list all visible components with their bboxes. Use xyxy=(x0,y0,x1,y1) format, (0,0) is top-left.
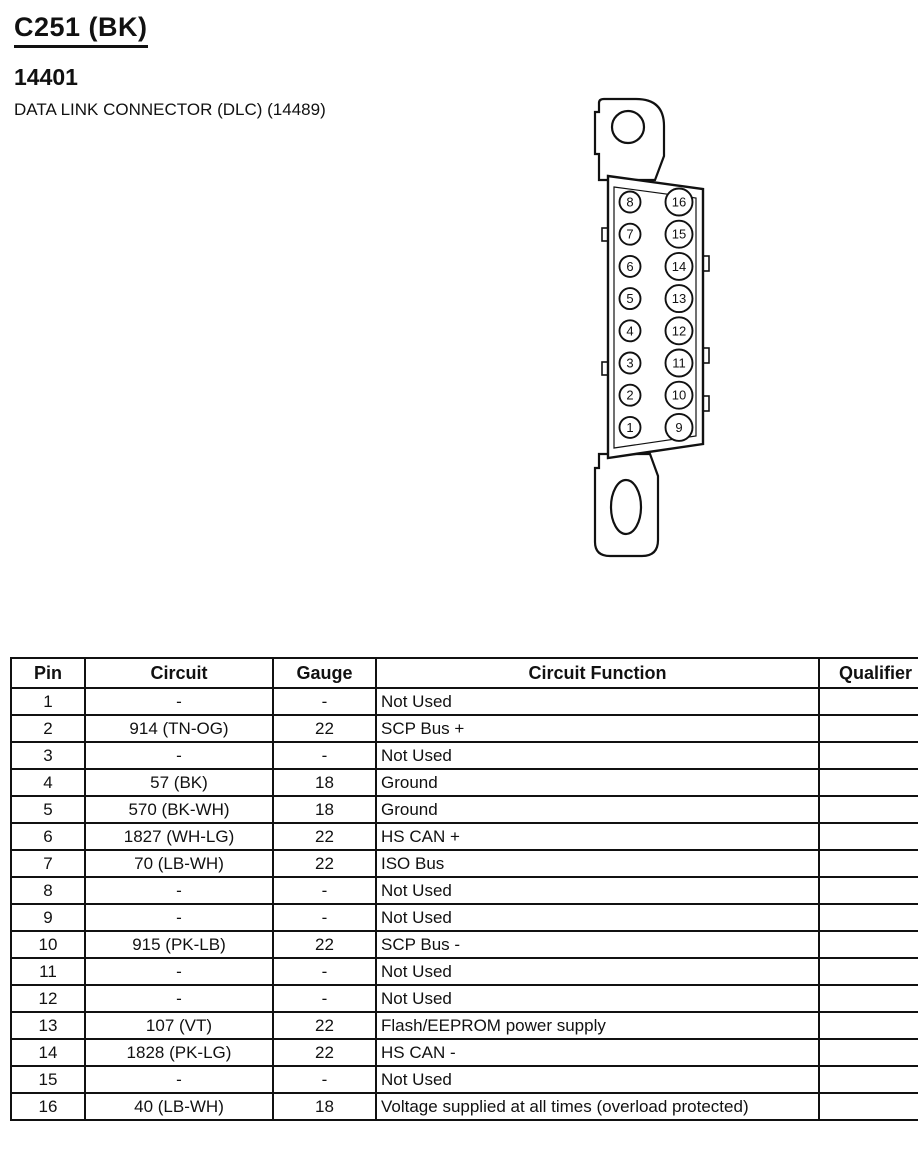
cell-function: Not Used xyxy=(376,985,819,1012)
cell-circuit: - xyxy=(85,1066,273,1093)
cell-gauge: - xyxy=(273,877,376,904)
pin-3-label: 3 xyxy=(626,355,634,371)
cell-pin: 12 xyxy=(11,985,85,1012)
cell-gauge: 22 xyxy=(273,850,376,877)
cell-circuit: 914 (TN-OG) xyxy=(85,715,273,742)
cell-qualifier xyxy=(819,715,918,742)
pin-13-label: 13 xyxy=(671,291,687,307)
cell-pin: 10 xyxy=(11,931,85,958)
cell-circuit: - xyxy=(85,904,273,931)
cell-function: Not Used xyxy=(376,688,819,715)
connector-diagram xyxy=(586,96,718,571)
pinout-table-body xyxy=(11,688,918,1120)
cell-gauge: - xyxy=(273,1066,376,1093)
cell-circuit: - xyxy=(85,985,273,1012)
pin-15-label: 15 xyxy=(671,226,687,242)
cell-pin: 3 xyxy=(11,742,85,769)
cell-gauge: 18 xyxy=(273,1093,376,1120)
column-header-circuit: Circuit xyxy=(85,658,273,688)
table-row xyxy=(11,769,918,796)
cell-qualifier xyxy=(819,985,918,1012)
table-row xyxy=(11,742,918,769)
cell-function: SCP Bus - xyxy=(376,931,819,958)
cell-function: Flash/EEPROM power supply xyxy=(376,1012,819,1039)
cell-qualifier xyxy=(819,688,918,715)
table-row xyxy=(11,1039,918,1066)
table-row xyxy=(11,850,918,877)
table-row xyxy=(11,823,918,850)
connector-description: DATA LINK CONNECTOR (DLC) (14489) xyxy=(14,100,326,119)
cell-gauge: 18 xyxy=(273,769,376,796)
pin-1-label: 1 xyxy=(626,419,634,435)
cell-gauge: - xyxy=(273,904,376,931)
cell-function: Not Used xyxy=(376,877,819,904)
cell-function: Voltage supplied at all times (overload protected) xyxy=(376,1093,819,1120)
cell-circuit: 70 (LB-WH) xyxy=(85,850,273,877)
dlc-connector-drawing xyxy=(586,96,718,566)
cell-function: Not Used xyxy=(376,904,819,931)
cell-qualifier xyxy=(819,1066,918,1093)
pin-4-label: 4 xyxy=(626,323,634,339)
cell-function: Not Used xyxy=(376,958,819,985)
cell-gauge: 18 xyxy=(273,796,376,823)
column-header-qualifier: Qualifier xyxy=(819,658,918,688)
cell-qualifier xyxy=(819,877,918,904)
cell-function: HS CAN - xyxy=(376,1039,819,1066)
cell-gauge: 22 xyxy=(273,931,376,958)
cell-circuit: 40 (LB-WH) xyxy=(85,1093,273,1120)
pin-10-label: 10 xyxy=(671,387,687,403)
cell-function: Not Used xyxy=(376,742,819,769)
column-header-pin: Pin xyxy=(11,658,85,688)
cell-function: Not Used xyxy=(376,1066,819,1093)
cell-circuit: 57 (BK) xyxy=(85,769,273,796)
pin-5-label: 5 xyxy=(626,291,634,307)
cell-qualifier xyxy=(819,823,918,850)
table-row xyxy=(11,1066,918,1093)
cell-gauge: - xyxy=(273,688,376,715)
column-header-function: Circuit Function xyxy=(376,658,819,688)
cell-function: ISO Bus xyxy=(376,850,819,877)
connector-body xyxy=(608,176,703,458)
cell-gauge: - xyxy=(273,958,376,985)
pin-11-label: 11 xyxy=(672,355,686,371)
pinout-table-header-row xyxy=(11,658,918,688)
table-row xyxy=(11,688,918,715)
cell-function: Ground xyxy=(376,796,819,823)
cell-qualifier xyxy=(819,1039,918,1066)
connector-id-title: C251 (BK) xyxy=(14,12,148,48)
pin-9-label: 9 xyxy=(675,419,683,435)
cell-function: HS CAN + xyxy=(376,823,819,850)
cell-circuit: - xyxy=(85,877,273,904)
cell-pin: 1 xyxy=(11,688,85,715)
cell-pin: 6 xyxy=(11,823,85,850)
cell-circuit: - xyxy=(85,688,273,715)
cell-gauge: 22 xyxy=(273,1012,376,1039)
pin-2-label: 2 xyxy=(626,387,634,403)
cell-circuit: - xyxy=(85,958,273,985)
table-row xyxy=(11,904,918,931)
cell-gauge: - xyxy=(273,985,376,1012)
pin-8-label: 8 xyxy=(626,194,634,210)
table-row xyxy=(11,877,918,904)
bottom-mounting-hole xyxy=(611,480,641,534)
table-row xyxy=(11,715,918,742)
cell-function: Ground xyxy=(376,769,819,796)
cell-circuit: 1827 (WH-LG) xyxy=(85,823,273,850)
cell-qualifier xyxy=(819,958,918,985)
cell-pin: 13 xyxy=(11,1012,85,1039)
cell-pin: 16 xyxy=(11,1093,85,1120)
cell-qualifier xyxy=(819,850,918,877)
cell-circuit: - xyxy=(85,742,273,769)
part-number: 14401 xyxy=(14,64,78,90)
cell-pin: 9 xyxy=(11,904,85,931)
top-mounting-hole xyxy=(612,111,644,143)
cell-qualifier xyxy=(819,742,918,769)
cell-qualifier xyxy=(819,1093,918,1120)
table-row xyxy=(11,958,918,985)
pinout-table xyxy=(10,657,918,1121)
pin-7-label: 7 xyxy=(626,226,634,242)
cell-gauge: 22 xyxy=(273,823,376,850)
cell-circuit: 570 (BK-WH) xyxy=(85,796,273,823)
cell-qualifier xyxy=(819,904,918,931)
cell-qualifier xyxy=(819,931,918,958)
pin-12-label: 12 xyxy=(671,323,687,339)
cell-circuit: 107 (VT) xyxy=(85,1012,273,1039)
cell-pin: 5 xyxy=(11,796,85,823)
cell-pin: 11 xyxy=(11,958,85,985)
table-row xyxy=(11,1093,918,1120)
cell-pin: 2 xyxy=(11,715,85,742)
table-row xyxy=(11,796,918,823)
cell-pin: 7 xyxy=(11,850,85,877)
table-row xyxy=(11,985,918,1012)
cell-pin: 14 xyxy=(11,1039,85,1066)
column-header-gauge: Gauge xyxy=(273,658,376,688)
cell-pin: 15 xyxy=(11,1066,85,1093)
cell-qualifier xyxy=(819,1012,918,1039)
cell-gauge: 22 xyxy=(273,1039,376,1066)
pin-16-label: 16 xyxy=(671,194,687,210)
cell-circuit: 1828 (PK-LG) xyxy=(85,1039,273,1066)
cell-function: SCP Bus + xyxy=(376,715,819,742)
cell-gauge: 22 xyxy=(273,715,376,742)
cell-gauge: - xyxy=(273,742,376,769)
pin-14-label: 14 xyxy=(671,258,687,274)
cell-qualifier xyxy=(819,769,918,796)
table-row xyxy=(11,1012,918,1039)
cell-pin: 4 xyxy=(11,769,85,796)
cell-circuit: 915 (PK-LB) xyxy=(85,931,273,958)
pin-6-label: 6 xyxy=(626,258,634,274)
table-row xyxy=(11,931,918,958)
cell-qualifier xyxy=(819,796,918,823)
cell-pin: 8 xyxy=(11,877,85,904)
